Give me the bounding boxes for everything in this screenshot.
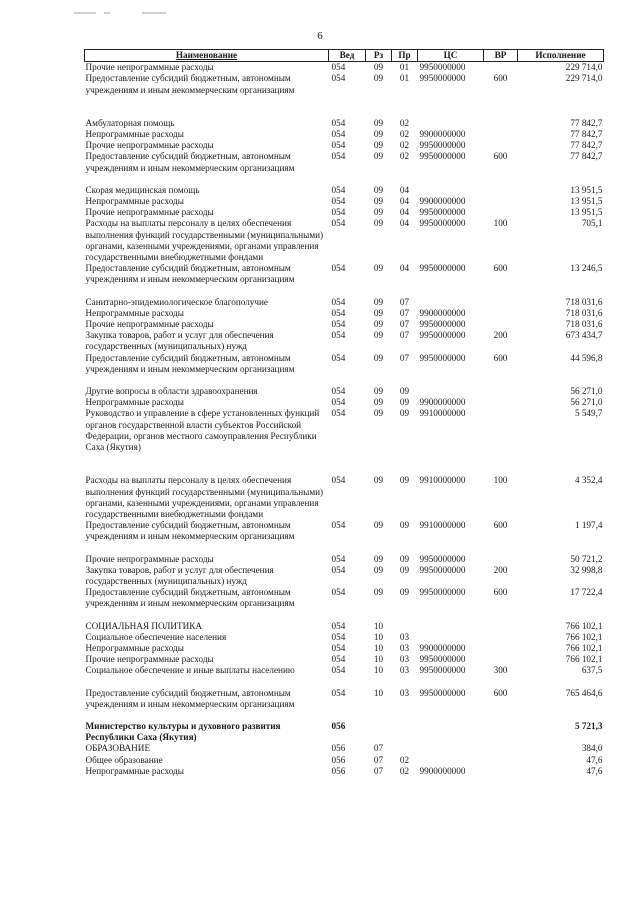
cell-ved: 054 [331, 397, 346, 408]
cell-ved: 054 [331, 117, 346, 128]
table-row [85, 129, 604, 140]
cell-rz: 07 [373, 754, 384, 765]
scan-artifact-mark [104, 12, 110, 14]
cell-pr [392, 610, 418, 632]
cell-ved: 054 [331, 263, 346, 274]
cell-ved: 054 [331, 408, 346, 419]
cell-exec: 13 951,5 [570, 207, 603, 218]
scan-artifact-mark [142, 12, 166, 14]
cell-rz: 09 [373, 117, 384, 128]
cell-rz: 09 [373, 564, 384, 575]
cell-ved: 054 [331, 352, 346, 363]
cell-ved: 054 [331, 520, 346, 531]
cell-cs [418, 610, 484, 632]
cell-pr: 01 [399, 73, 410, 84]
table-row [85, 453, 604, 520]
cell-vr [484, 408, 518, 453]
cell-pr: 03 [399, 654, 410, 665]
cell-rz: 09 [373, 520, 384, 531]
cell-pr: 02 [399, 765, 410, 776]
cell-pr: 04 [399, 207, 410, 218]
cell-exec: 765 464,6 [565, 687, 603, 698]
cell-vr [484, 710, 518, 743]
cell-exec: 77 842,7 [570, 117, 603, 128]
cell-vr: 600 [493, 151, 508, 162]
cell-vr [484, 643, 518, 654]
cell-name: Социальное обеспечение и иные выплаты населению [85, 665, 295, 676]
cell-rz: 09 [373, 62, 384, 73]
cell-name: Прочие непрограммные расходы [85, 62, 214, 73]
cell-cs: 9900000000 [419, 397, 466, 408]
column-header-cs: ЦС [418, 50, 484, 62]
cell-pr: 04 [399, 184, 410, 195]
cell-rz: 09 [373, 319, 384, 330]
cell-vr [484, 62, 518, 74]
cell-cs: 9950000000 [419, 665, 466, 676]
cell-ved: 054 [331, 140, 346, 151]
cell-exec: 32 998,8 [570, 564, 603, 575]
cell-rz: 10 [373, 665, 384, 676]
table-row [85, 710, 604, 743]
cell-vr: 100 [493, 475, 508, 486]
cell-name: ОБРАЗОВАНИЕ [85, 743, 151, 754]
cell-cs: 9950000000 [419, 654, 466, 665]
cell-exec: 718 031,6 [565, 319, 603, 330]
column-header-ved: Вед [329, 50, 366, 62]
cell-pr: 03 [399, 631, 410, 642]
table-row [85, 408, 604, 453]
table-row [85, 196, 604, 207]
cell-cs: 9910000000 [419, 408, 466, 419]
cell-ved: 054 [331, 184, 346, 195]
cell-exec: 766 102,1 [565, 654, 603, 665]
cell-name: Прочие непрограммные расходы [85, 553, 214, 564]
cell-rz: 09 [373, 73, 384, 84]
table-row [85, 218, 604, 263]
cell-vr [484, 543, 518, 565]
cell-vr [484, 632, 518, 643]
cell-rz: 09 [373, 184, 384, 195]
cell-cs: 9910000000 [419, 520, 466, 531]
cell-ved: 056 [331, 743, 346, 754]
cell-ved: 054 [331, 129, 346, 140]
cell-name: Предоставление субсидий бюджетным, автономным учреждениям и иным некоммерческим организациям [85, 73, 295, 95]
cell-rz: 09 [373, 553, 384, 564]
cell-name: Непрограммные расходы [85, 307, 184, 318]
cell-rz: 10 [373, 620, 384, 631]
cell-name: Предоставление субсидий бюджетным, автономным учреждениям и иным некоммерческим организациям [85, 687, 295, 709]
table-row [85, 375, 604, 397]
cell-rz: 09 [373, 408, 384, 419]
cell-ved: 054 [331, 218, 346, 229]
cell-ved: 056 [331, 720, 346, 731]
cell-ved: 054 [331, 475, 346, 486]
cell-ved: 054 [331, 654, 346, 665]
cell-rz: 07 [373, 743, 384, 754]
cell-rz: 09 [373, 263, 384, 274]
cell-name: Амбулаторная помощь [85, 117, 175, 128]
cell-ved: 054 [331, 307, 346, 318]
cell-exec: 1 197,4 [574, 520, 603, 531]
cell-pr [392, 710, 418, 743]
cell-name: СОЦИАЛЬНАЯ ПОЛИТИКА [85, 620, 203, 631]
cell-exec: 17 722,4 [570, 587, 603, 598]
cell-cs: 9950000000 [419, 553, 466, 564]
cell-cs: 9910000000 [419, 475, 466, 486]
cell-pr: 03 [399, 687, 410, 698]
cell-rz: 09 [373, 307, 384, 318]
cell-vr: 600 [493, 73, 508, 84]
cell-exec: 705,1 [581, 218, 603, 229]
cell-vr [484, 196, 518, 207]
cell-cs: 9900000000 [419, 129, 466, 140]
column-header-exec: Исполнение [518, 50, 604, 62]
cell-ved: 054 [331, 62, 346, 73]
cell-cs [418, 743, 484, 754]
scan-artifact-mark [74, 12, 96, 14]
cell-cs: 9950000000 [419, 687, 466, 698]
cell-exec: 77 842,7 [570, 140, 603, 151]
cell-cs: 9950000000 [419, 73, 466, 84]
cell-pr: 09 [399, 564, 410, 575]
cell-exec: 766 102,1 [565, 642, 603, 653]
cell-exec: 47,6 [586, 754, 603, 765]
table-row [85, 766, 604, 777]
cell-name: Прочие непрограммные расходы [85, 654, 214, 665]
cell-exec: 56 271,0 [570, 386, 603, 397]
cell-exec: 673 434,7 [565, 330, 603, 341]
cell-rz: 09 [373, 218, 384, 229]
cell-pr: 03 [399, 642, 410, 653]
cell-cs [418, 710, 484, 743]
cell-exec: 718 031,6 [565, 296, 603, 307]
cell-cs: 9950000000 [419, 218, 466, 229]
cell-vr [484, 743, 518, 754]
cell-ved: 054 [331, 587, 346, 598]
cell-ved: 056 [331, 765, 346, 776]
table-row [85, 587, 604, 609]
cell-cs [418, 632, 484, 643]
cell-vr [484, 207, 518, 218]
table-row [85, 665, 604, 676]
cell-vr [484, 286, 518, 308]
cell-exec: 384,0 [581, 743, 603, 754]
cell-pr: 09 [399, 386, 410, 397]
cell-pr: 02 [399, 117, 410, 128]
cell-cs: 9950000000 [419, 62, 466, 73]
cell-rz: 09 [373, 140, 384, 151]
cell-name: Непрограммные расходы [85, 642, 184, 653]
cell-ved: 054 [331, 631, 346, 642]
cell-exec: 77 842,7 [570, 151, 603, 162]
cell-pr: 07 [399, 319, 410, 330]
table-row [85, 73, 604, 95]
cell-rz: 09 [373, 296, 384, 307]
table-row [85, 565, 604, 587]
cell-vr: 200 [493, 564, 508, 575]
cell-ved: 054 [331, 553, 346, 564]
cell-pr: 09 [399, 553, 410, 564]
cell-ved: 054 [331, 642, 346, 653]
cell-exec: 56 271,0 [570, 397, 603, 408]
cell-rz [366, 710, 392, 743]
cell-pr: 07 [399, 307, 410, 318]
cell-pr: 07 [399, 296, 410, 307]
cell-cs: 9900000000 [419, 765, 466, 776]
cell-ved: 054 [331, 687, 346, 698]
cell-vr: 600 [493, 352, 508, 363]
table-row [85, 654, 604, 665]
cell-vr: 100 [493, 218, 508, 229]
cell-cs: 9950000000 [419, 140, 466, 151]
cell-ved: 054 [331, 151, 346, 162]
cell-vr [484, 375, 518, 397]
table-row [85, 140, 604, 151]
cell-name: Расходы на выплаты персоналу в целях обеспечения выполнения функций государственными (муниципальными) органами, казенными учреждениями, органами управления государственными внебюджетными фондами [85, 218, 324, 263]
cell-exec: 47,6 [586, 765, 603, 776]
cell-name: Социальное обеспечение населения [85, 631, 227, 642]
cell-name: Непрограммные расходы [85, 129, 184, 140]
table-row [85, 755, 604, 766]
table-row [85, 96, 604, 129]
cell-name: Предоставление субсидий бюджетным, автономным учреждениям и иным некоммерческим организациям [85, 151, 295, 173]
cell-cs: 9950000000 [419, 263, 466, 274]
cell-ved: 056 [331, 754, 346, 765]
table-row [85, 62, 604, 74]
table-row [85, 308, 604, 319]
cell-rz: 09 [373, 330, 384, 341]
table-body [85, 62, 604, 777]
cell-name: Прочие непрограммные расходы [85, 207, 214, 218]
cell-pr: 09 [399, 587, 410, 598]
cell-rz: 09 [373, 129, 384, 140]
cell-exec: 229 714,0 [565, 62, 603, 73]
cell-vr [484, 129, 518, 140]
table-row [85, 397, 604, 408]
table-row [85, 151, 604, 173]
cell-ved: 054 [331, 296, 346, 307]
table-row [85, 263, 604, 285]
cell-pr: 04 [399, 196, 410, 207]
cell-vr: 600 [493, 587, 508, 598]
cell-pr: 02 [399, 151, 410, 162]
column-header-pr: Пр [392, 50, 418, 62]
cell-vr [484, 308, 518, 319]
cell-exec: 13 951,5 [570, 196, 603, 207]
cell-name: Непрограммные расходы [85, 765, 184, 776]
cell-vr: 600 [493, 687, 508, 698]
cell-cs: 9950000000 [419, 151, 466, 162]
cell-name: Предоставление субсидий бюджетным, автономным учреждениям и иным некоммерческим организациям [85, 520, 295, 542]
cell-vr [484, 610, 518, 632]
cell-rz: 09 [373, 397, 384, 408]
cell-pr: 04 [399, 263, 410, 274]
cell-ved: 054 [331, 319, 346, 330]
cell-name: Предоставление субсидий бюджетным, автономным учреждениям и иным некоммерческим организациям [85, 352, 295, 374]
cell-exec: 50 721,2 [570, 553, 603, 564]
cell-rz: 09 [373, 196, 384, 207]
cell-name: Прочие непрограммные расходы [85, 140, 214, 151]
cell-rz: 10 [373, 631, 384, 642]
cell-vr [484, 96, 518, 129]
cell-exec: 766 102,1 [565, 620, 603, 631]
cell-vr [484, 319, 518, 330]
cell-name: Руководство и управление в сфере установленных функций органов государственной власти субъектов Российской Федерации, органов местного самоуправления Республики Саха (Якутия) [85, 408, 320, 453]
cell-vr: 600 [493, 263, 508, 274]
cell-rz: 10 [373, 642, 384, 653]
table-row [85, 632, 604, 643]
cell-rz: 09 [373, 151, 384, 162]
cell-cs: 9900000000 [419, 196, 466, 207]
cell-name: Расходы на выплаты персоналу в целях обеспечения выполнения функций государственными (муниципальными) органами, казенными учреждениями, органами управления государственными внебюджетными фондами [85, 475, 324, 519]
cell-cs: 9900000000 [419, 642, 466, 653]
budget-table [84, 49, 604, 777]
table-row [85, 610, 604, 632]
page-number: 6 [317, 30, 323, 42]
cell-exec: 4 352,4 [574, 475, 603, 486]
cell-vr [484, 654, 518, 665]
cell-vr: 300 [493, 665, 508, 676]
cell-cs [418, 286, 484, 308]
cell-rz: 09 [373, 207, 384, 218]
cell-name: Предоставление субсидий бюджетным, автономным учреждениям и иным некоммерческим организациям [85, 587, 295, 609]
cell-name: Предоставление субсидий бюджетным, автономным учреждениям и иным некоммерческим организациям [85, 263, 295, 285]
cell-cs [418, 174, 484, 196]
cell-vr [484, 174, 518, 196]
cell-exec: 13 951,5 [570, 184, 603, 195]
table-row [85, 677, 604, 710]
cell-cs: 9950000000 [419, 330, 466, 341]
cell-pr: 09 [399, 397, 410, 408]
cell-pr: 02 [399, 754, 410, 765]
table-row [85, 319, 604, 330]
cell-pr [392, 743, 418, 754]
cell-pr: 03 [399, 665, 410, 676]
cell-rz: 07 [373, 765, 384, 776]
column-header-name: Наименование [85, 50, 329, 62]
cell-pr: 09 [399, 475, 410, 486]
cell-name: Непрограммные расходы [85, 196, 184, 207]
cell-exec: 637,5 [581, 665, 603, 676]
cell-pr: 04 [399, 218, 410, 229]
cell-rz: 09 [373, 587, 384, 598]
cell-cs: 9950000000 [419, 564, 466, 575]
cell-exec: 5 721,3 [574, 720, 603, 731]
cell-pr: 09 [399, 408, 410, 419]
cell-ved: 054 [331, 620, 346, 631]
cell-rz: 09 [373, 352, 384, 363]
cell-name: Прочие непрограммные расходы [85, 319, 214, 330]
cell-name: Скорая медицинская помощь [85, 184, 200, 195]
cell-vr [484, 766, 518, 777]
cell-cs: 9950000000 [419, 319, 466, 330]
cell-exec: 766 102,1 [565, 631, 603, 642]
cell-exec: 44 596,8 [570, 352, 603, 363]
cell-exec: 718 031,6 [565, 307, 603, 318]
cell-rz: 09 [373, 386, 384, 397]
cell-name: Министерство культуры и духовного развития Республики Саха (Якутия) [85, 720, 281, 743]
cell-ved: 054 [331, 73, 346, 84]
table-row [85, 207, 604, 218]
cell-exec: 229 714,0 [565, 73, 603, 84]
table-row [85, 520, 604, 542]
cell-name: Закупка товаров, работ и услуг для обеспечения государственных (муниципальных) нужд [85, 564, 274, 586]
cell-name: Общее образование [85, 754, 163, 765]
cell-name: Санитарно-эпидемиологическое благополучие [85, 296, 269, 307]
table-row [85, 286, 604, 308]
cell-cs [418, 96, 484, 129]
table-row [85, 543, 604, 565]
cell-name: Непрограммные расходы [85, 397, 184, 408]
cell-vr: 600 [493, 520, 508, 531]
cell-ved: 054 [331, 386, 346, 397]
cell-ved: 054 [331, 196, 346, 207]
cell-pr: 07 [399, 352, 410, 363]
cell-cs: 9950000000 [419, 587, 466, 598]
cell-pr: 02 [399, 140, 410, 151]
cell-cs: 9950000000 [419, 352, 466, 363]
cell-name: Закупка товаров, работ и услуг для обеспечения государственных (муниципальных) нужд [85, 330, 274, 352]
cell-exec: 77 842,7 [570, 129, 603, 140]
cell-cs: 9950000000 [419, 207, 466, 218]
cell-cs [418, 375, 484, 397]
cell-cs [418, 755, 484, 766]
table-row [85, 353, 604, 375]
cell-pr: 02 [399, 129, 410, 140]
cell-pr: 01 [399, 62, 410, 73]
cell-ved: 054 [331, 564, 346, 575]
cell-pr: 07 [399, 330, 410, 341]
cell-vr: 200 [493, 330, 508, 341]
table-row [85, 643, 604, 654]
table-row [85, 174, 604, 196]
cell-rz: 10 [373, 687, 384, 698]
cell-vr [484, 140, 518, 151]
cell-name: Другие вопросы в области здравоохранения [85, 386, 258, 397]
cell-pr: 09 [399, 520, 410, 531]
table-row [85, 743, 604, 754]
cell-rz: 10 [373, 654, 384, 665]
table-row [85, 330, 604, 352]
column-header-rz: Рз [366, 50, 392, 62]
cell-ved: 054 [331, 330, 346, 341]
cell-ved: 054 [331, 207, 346, 218]
cell-cs: 9900000000 [419, 307, 466, 318]
cell-rz: 09 [373, 475, 384, 486]
cell-exec: 13 246,5 [570, 263, 603, 274]
cell-ved: 054 [331, 665, 346, 676]
cell-vr [484, 755, 518, 766]
cell-vr [484, 397, 518, 408]
cell-exec: 5 549,7 [574, 408, 603, 419]
table-header-row [85, 50, 604, 62]
column-header-vr: ВР [484, 50, 518, 62]
